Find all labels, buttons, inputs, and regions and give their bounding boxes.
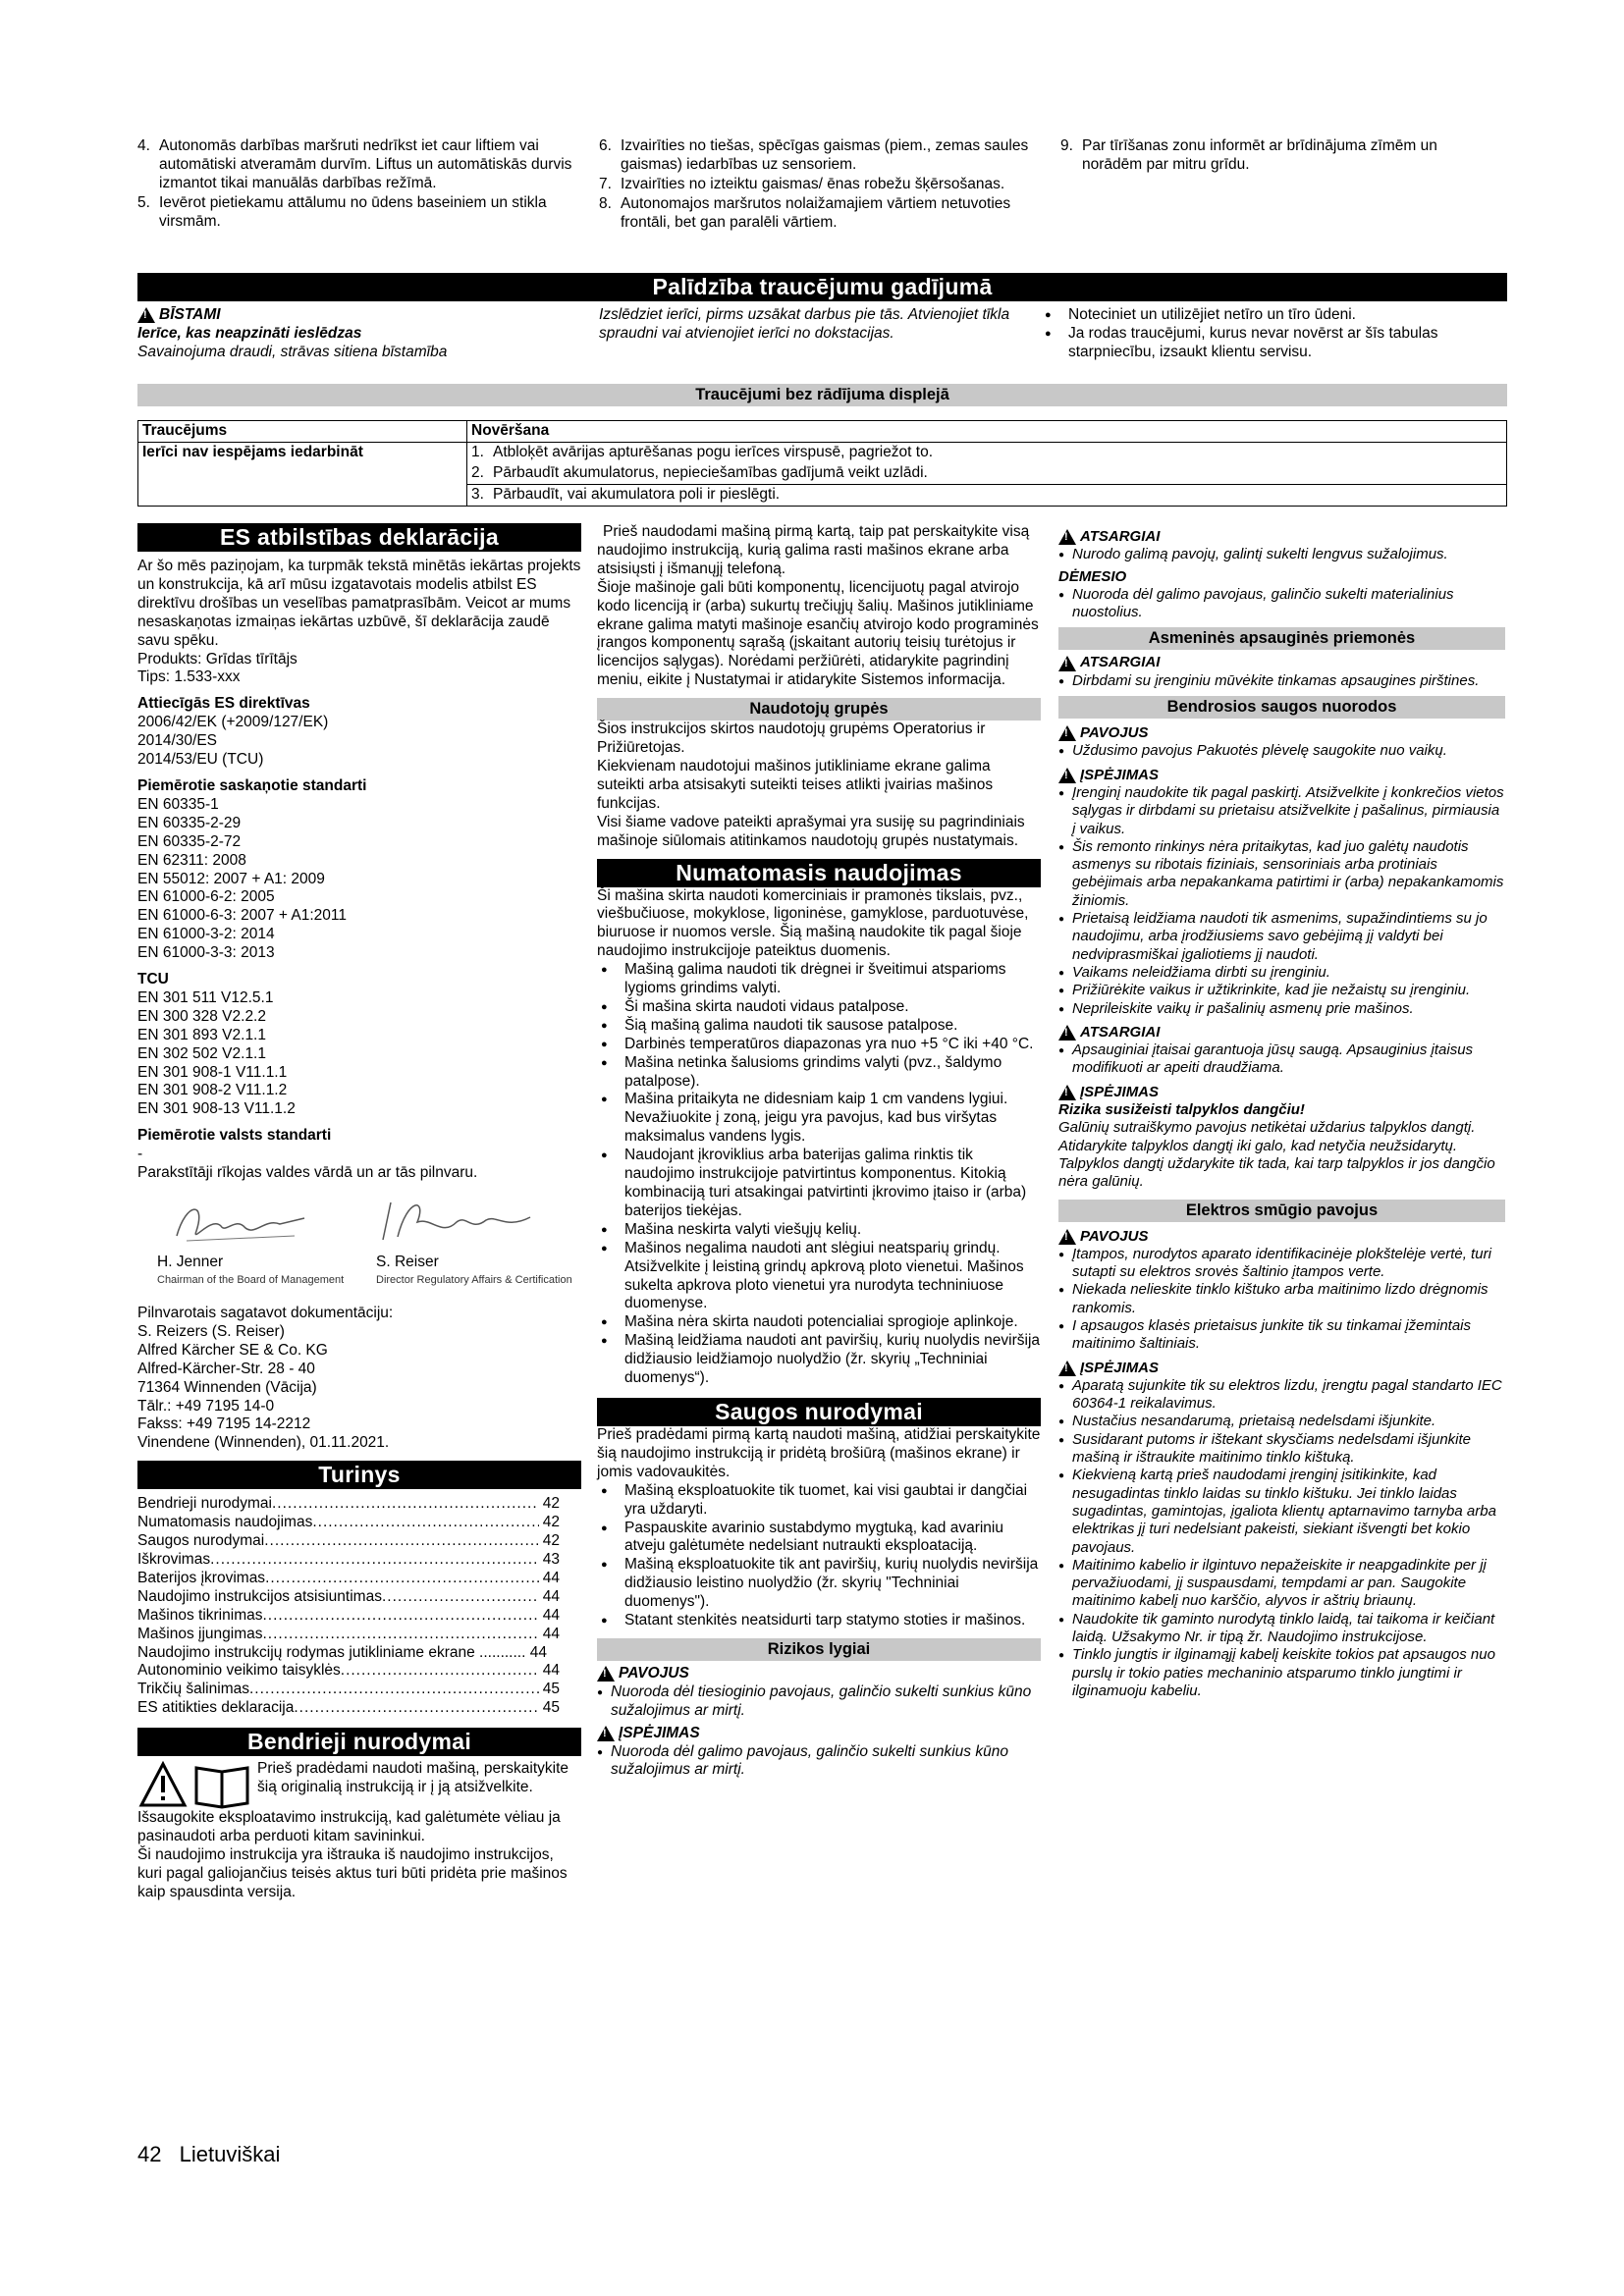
decl-type: Tips: 1.533-xxx (137, 668, 241, 686)
first-use-p: Prieš naudodami mašiną pirmą kartą, taip pat perskaitykite visą naudojimo instrukciją, kurią galima rasti mašinos ekrane arba atsisiųsti į išmanųjį telefoną. (597, 523, 1030, 577)
list-item: ● Tinklo jungtis ir ilginamąjį kabelį keiskite tokios pat apsaugos nuo purslų ir tokio paties mechaninio atsparumo tinklo jungtimi ir ilginamuoju kabeliu. (1058, 1646, 1505, 1700)
toc-row[interactable]: Baterijos įkrovimas ..... 44 (137, 1570, 560, 1588)
list-item: ● Įtampos, nurodytos aparato identifikacinėje plokštelėje vertė, turi sutapti su elektros srovės šaltinio įtampos verte. (1058, 1246, 1505, 1282)
risk-graybar: Rizikos lygiai (597, 1638, 1041, 1661)
g-isp2-p1: Galūnių sutraiškymo pavojus netikėtai uždarius talpyklos dangtį. (1058, 1119, 1476, 1137)
standard: EN 60335-2-72 (137, 832, 242, 850)
list-item: ● Maitinimo kabelio ir ilgintuvo nepažeiskite ir neapgadinkite per jį pervažiuodami, jį suspausdami, tempdami ar pan. Saugokite maitinimo kabelį nuo karščio, alyvos ir aštrių briaunų. (1058, 1557, 1505, 1611)
ppe-ats-heading: ! ATSARGIAI (1058, 654, 1505, 671)
general-p1: Išsaugokite eksploatavimo instrukciją, kad galėtumėte vėliau ja pasinaudoti arba perduoti kitam savininkui. (137, 1809, 561, 1845)
intended-banner: Numatomasis naudojimas (597, 859, 1041, 887)
sig1-name: H. Jenner (157, 1254, 224, 1270)
list-item: ● Ja rodas traucējumi, kurus nevar novērst ar šīs tabulas starpniecību, izsaukt klientu servisu. (1041, 325, 1502, 362)
danger-block (137, 306, 589, 362)
decl-nat-head: Piemērotie valsts standarti (137, 1127, 332, 1145)
list-item: ● Darbinės temperatūros diapazonas yra nuo +5 °C iki +40 °C. (597, 1036, 1041, 1054)
list-item: ● Paspauskite avarinio sustabdymo mygtuką, kad avariniu atveju galėtumėte nedelsiant nutraukti eksploataciją. (597, 1520, 1041, 1557)
warning-triangle-icon (597, 1666, 615, 1682)
users-p1: Šios instrukcijos skirtos naudotojų grupėms Operatorius ir Prižiūretojas. (597, 721, 986, 757)
standard: EN 61000-3-2: 2014 (137, 926, 275, 943)
decl-nat-dash: - (137, 1146, 143, 1163)
auth-line: Vinendene (Winnenden), 01.11.2021. (137, 1434, 390, 1452)
list-item: ● Vaikams neleidžiama dirbti su įrenginiu. (1058, 964, 1505, 982)
auth-line: S. Reizers (S. Reiser) (137, 1322, 285, 1340)
warning-triangle-icon (137, 307, 155, 323)
warning-triangle-icon (1058, 1229, 1076, 1245)
toc-row[interactable]: ES atitikties deklaracija ..... 45 (137, 1699, 560, 1718)
warning-triangle-icon (1058, 1361, 1076, 1376)
list-item: 7. Izvairīties no izteiktu gaismas/ ēnas robežu šķērsošanas. (599, 175, 1005, 192)
page-footer (137, 2142, 280, 2168)
list-item: ● Nuoroda dėl galimo pavojaus, galinčio sukelti materialinius nuostolius. (1058, 586, 1505, 622)
g-isp2-p2: Atidarykite talpyklos dangtį iki galo, kad netyčia neužsidarytų. (1058, 1137, 1458, 1154)
standard: EN 55012: 2007 + A1: 2009 (137, 870, 325, 887)
el-graybar: Elektros smūgio pavojus (1058, 1200, 1505, 1222)
column-3 (1058, 528, 1505, 1700)
list-item: ● Nuoroda dėl tiesioginio pavojaus, galinčio sukelti sunkius kūno sužalojimus ar mirtį. (597, 1683, 1041, 1721)
auth-line: Alfred Kärcher SE & Co. KG (137, 1341, 328, 1359)
toc-row[interactable]: Saugos nurodymai ..... 42 (137, 1532, 560, 1551)
table-row (138, 442, 1507, 506)
tcu-standard: EN 301 511 V12.5.1 (137, 988, 274, 1006)
license-p: Šioje mašinoje gali būti komponentų, licencijuotų pagal atvirojo kodo licenciją ir (arba) sukurtų trečiųjų šalių. Mašinos jutikliniame ekrane galima matyti mašinoje esančių atvirojo kodo programinės įrangos komponentų sąrašą (įskaitant autorių teisių turėtojus ir licencijos sąlygas). Norėdami peržiūrėti, atidarykite pagrindinį meniu, eikite į Nustatymai ir atidarykite Sistemos informacija. (597, 578, 1039, 689)
list-item: 6. Izvairīties no tiešas, spēcīgas gaismas (piem., zemas saules gaismas) iedarbības uz sensoriem. (599, 137, 1029, 173)
list-item: ● Nustačius nesandarumą, prietaisą nedelsdami išjunkite. (1058, 1413, 1505, 1430)
warning-triangle-icon (1058, 725, 1076, 741)
intended-p: Ši mašina skirta naudoti komerciniais ir pramonės tikslais, pvz., viešbučiuose, mokyklose, ligoninėse, gamyklose, parduotuvėse, biuruose ir nuomos versle. Šią mašiną naudokite tik pagal šioje naudojimo instrukcijoje pateiktus duomenis. (597, 886, 1029, 960)
auth-line: Fakss: +49 7195 14-2212 (137, 1415, 311, 1433)
list-item: ● Šis remonto rinkinys nėra pritaikytas, kad juo galėtų naudotis asmenys su ribotais fiziniais, sensoriniais arba protiniais gebėjimais arba nepakankama patirtimi ir (arba) nepakankamomis žiniomis. (1058, 838, 1505, 910)
list-item: ● Ši mašina skirta naudoti vidaus patalpose. (597, 998, 1041, 1017)
list-item: ● Uždusimo pavojus Pakuotės plėvelę saugokite nuo vaikų. (1058, 742, 1505, 760)
auth-line: Alfred-Kärcher-Str. 28 - 40 (137, 1360, 315, 1377)
intended-list (597, 961, 1041, 1388)
standard: EN 61000-6-2: 2005 (137, 888, 275, 906)
list-item: ● Nuoroda dėl galimo pavojaus, galinčio sukelti sunkius kūno sužalojimus ar mirtį. (597, 1743, 1041, 1781)
list-item: ● I apsaugos klasės prietaisus junkite tik su tinkamai įžemintais maitinimo šaltiniais. (1058, 1317, 1505, 1354)
g-isp2-p3: Talpyklos dangtį uždarykite tik tada, kai tarp talpyklos ir jos dangčio nėra galūnių. (1058, 1154, 1495, 1191)
list-item: 4. Autonomās darbības maršruti nedrīkst iet caur liftiem vai automātiski atveramām durvīm. Liftus un automātiskās durvis izmantot tikai manuālās darbības režīmā. (137, 137, 572, 191)
warning-triangle-icon (1058, 656, 1076, 671)
directive: 2014/53/EU (TCU) (137, 751, 264, 769)
help-bullets (1041, 306, 1502, 362)
tcu-standard: EN 300 328 V2.2.2 (137, 1007, 266, 1025)
sig2-role: Director Regulatory Affairs & Certification (376, 1274, 572, 1286)
list-item: ● Susidarant putoms ir ištekant skysčiams nedelsdami išjunkite mašiną ir ištraukite maitinimo tinklo kištuką. (1058, 1431, 1505, 1468)
list-item: ● Mašiną eksploatuokite tik tuomet, kai visi gaubtai ir dangčiai yra uždaryti. (597, 1482, 1041, 1520)
standard: EN 61000-3-3: 2013 (137, 944, 275, 962)
help-banner: Palīdzība traucējumu gadījumā (137, 273, 1507, 301)
general-p2: Ši naudojimo instrukcija yra ištrauka iš naudojimo instrukcijos, kuri pagal galiojančius teisės aktus turi būti pridėta prie mašinos kaip spausdinta versija. (137, 1845, 568, 1900)
auth-line: Tālr.: +49 7195 14-0 (137, 1397, 275, 1415)
list-item: ● Niekada nelieskite tinklo kištuko arba maitinimo lizdo drėgnomis rankomis. (1058, 1281, 1505, 1317)
isp-heading: ! ĮSPĖJIMAS (597, 1725, 1041, 1743)
list-item: 5. Ievērot pietiekamu attālumu no ūdens baseiniem un stikla virsmām. (137, 193, 547, 230)
directive: 2014/30/ES (137, 732, 218, 750)
list-item: ● Kiekvieną kartą prieš naudodami įrenginį įsitikinkite, kad nesugadintas tinklo laidas su tinklo kištuku. Jei tinklo laidas sugadintas, gamintojas, įgaliota klientų aptarnavimo tarnyba arba elektrikas jį turi nedelsiant pakeisti, siekiant išvengti bet kokio pavojaus. (1058, 1467, 1505, 1556)
list-item: ● Mašina pritaikyta ne didesniam kaip 1 cm vandens lygiui. Nevažiuokite į zoną, jeigu yra pavojus, kad bus viršytas maksimalus vandens lygis. (597, 1091, 1041, 1147)
general-banner: Bendrieji nurodymai (137, 1728, 581, 1756)
list-item: ● Mašina nėra skirta naudoti potencialiai sprogioje aplinkoje. (597, 1313, 1041, 1332)
toc-row[interactable]: Trikčių šalinimas ..... 45 (137, 1681, 560, 1699)
tcu-standard: EN 301 908-2 V11.1.2 (137, 1082, 288, 1099)
list-item: ● Mašiną galima naudoti tik drėgnei ir šveitimui atsparioms lygioms grindims valyti. (597, 961, 1041, 998)
list-item: ● Šią mašiną galima naudoti tik sausose patalpose. (597, 1017, 1041, 1036)
users-p2: Kiekvienam naudotojui mašinos jutikliniame ekrane galima suteikti arba atsisakyti suteikti teises atlikti įvairias mašinos funkcijas. (597, 757, 994, 812)
faults-table (137, 420, 1507, 507)
g-isp-heading: ! ĮSPĖJIMAS (1058, 767, 1505, 784)
safety-list (597, 1482, 1041, 1630)
list-item: ● Dirbdami su įrenginiu mūvėkite tinkamas apsaugines pirštines. (1058, 672, 1505, 690)
list-item: ● Įrenginį naudokite tik pagal paskirtį. Atsižvelkite į konkrečios vietos sąlygas ir dirbdami su prietaisu atsižvelkite į pašalinus, pirmiausia į vaikus. (1058, 784, 1505, 838)
list-item: 9. Par tīrīšanas zonu informēt ar brīdinājuma zīmēm un norādēm par mitru grīdu. (1060, 137, 1437, 173)
list-item: ● Mašiną leidžiama naudoti ant paviršių, kurių nuolydis neviršija didžiausio leidžiamojo nuolydžio (žr. skyrių „Techniniai duomenys“). (597, 1332, 1041, 1388)
ats-heading: ! ATSARGIAI (1058, 528, 1505, 546)
danger-line1: Ierīce, kas neapzināti ieslēdzas (137, 324, 362, 342)
read-manual-icon (137, 1760, 253, 1809)
list-item: 8. Autonomajos maršrutos nolaižamajiem vārtiem netuvoties frontāli, bet gan paralēli vārtiem. (599, 194, 1011, 231)
toc-list (137, 1495, 560, 1718)
column-2 (597, 523, 1041, 1780)
decl-signers-line: Parakstītāji rīkojas valdes vārdā un ar tās pilnvaru. (137, 1164, 478, 1182)
tcu-standard: EN 301 908-1 V11.1.1 (137, 1063, 288, 1081)
el-isp-heading: ! ĮSPĖJIMAS (1058, 1360, 1505, 1377)
toc-row[interactable]: Bendrieji nurodymai ..... 42 (137, 1495, 560, 1514)
g-pav-heading: ! PAVOJUS (1058, 724, 1505, 742)
g-ats-heading: ! ATSARGIAI (1058, 1024, 1505, 1041)
list-item: ● Naudojant įkroviklius arba baterijas galima rinktis tik naudojimo instrukcijoje patvirtintus komponentus. Kitokią kombinaciją turi atsakingai patvirtinti įkrovimo įtaiso ir (arba) baterijos tiekėjas. (597, 1147, 1041, 1221)
help-mid-text: Izslēdziet ierīci, pirms uzsākat darbus pie tās. Atvienojiet tīkla spraudni vai atvienojiet ierīci no dokstacijas. (599, 306, 1010, 342)
users-graybar: Naudotojų grupės (597, 698, 1041, 721)
page-language: Lietuviškai (179, 2142, 281, 2166)
auth-line: 71364 Winnenden (Vācija) (137, 1378, 317, 1396)
list-item: ● Naudokite tik gaminto nurodytą tinklo laidą, tai taikoma ir keičiant laidą. Užsakymo Nr. ir tipą žr. Naudojimo instrukcijose. (1058, 1611, 1505, 1647)
list-item: ● Prižiūrėkite vaikus ir užtikrinkite, kad jie nežaistų su įrenginiu. (1058, 982, 1505, 999)
top-list-col3 (1060, 137, 1492, 176)
danger-line2: Savainojuma draudi, strāvas sitiena bīstamība (137, 343, 448, 360)
standard: EN 61000-6-3: 2007 + A1:2011 (137, 907, 348, 925)
signatures (137, 1189, 581, 1305)
list-item: ● Statant stenkitės neatsidurti tarp statymo stoties ir mašinos. (597, 1612, 1041, 1630)
warning-triangle-icon (1058, 1085, 1076, 1100)
g-isp2-heading: ! ĮSPĖJIMAS (1058, 1084, 1505, 1101)
list-item: ● Mašinos negalima naudoti ant slėgiui neatsparių grindų. Atsižvelkite į leistiną grindų apkrovą ploto vienetui. Mašinos sukelta apkrova ploto vienetui yra nurodyta techniniuose duomenyse. (597, 1240, 1041, 1314)
list-item: ● Aparatą sujunkite tik su elektros lizdu, įrengtu pagal standarto IEC 60364-1 reikalavimus. (1058, 1377, 1505, 1414)
list-item: ● Prietaisą leidžiama naudoti tik asmenims, supažindintiems su jo naudojimu, arba įrodžiusiems savo gebėjimą jį valdyti bei nedviprasmiškai įgaliotiems jį naudoti. (1058, 910, 1505, 964)
standard: EN 62311: 2008 (137, 851, 246, 869)
decl-intro: Ar šo mēs paziņojam, ka turpmāk tekstā minētās iekārtas projekts un konstrukcija, kā arī mūsu izgatavotais modelis atbilst ES direktīvu drošības un veselības pamatprasībām. Veicot ar mums nesaskaņotas izmaiņas iekārtas uzbūvē, šī deklarācija zaudē savu spēku. (137, 558, 581, 649)
list-item: ● Apsauginiai įtaisai garantuoja jūsų saugą. Apsauginius įtaisus modifikuoti ar apeiti draudžiama. (1058, 1041, 1505, 1078)
list-item: ● Mašiną eksploatuokite tik ant paviršių, kurių nuolydis neviršija didžiausio leistino nuolydžio (žr. skyrių "Techniniai duomenys"). (597, 1556, 1041, 1612)
tcu-standard: EN 301 908-13 V11.1.2 (137, 1100, 296, 1118)
warning-triangle-icon (1058, 1025, 1076, 1041)
list-item: ● Mašina neskirta valyti viešųjų kelių. (597, 1221, 1041, 1240)
warning-triangle-icon (1058, 768, 1076, 783)
sig1-role: Chairman of the Board of Management (157, 1274, 345, 1286)
top-list-col1 (137, 137, 579, 233)
faults-graybar: Traucējumi bez rādījuma displejā (137, 384, 1507, 406)
tcu-standard: EN 301 893 V2.1.1 (137, 1026, 266, 1043)
standard: EN 60335-2-29 (137, 814, 242, 831)
warning-triangle-icon (597, 1726, 615, 1741)
decl-tcu-head: TCU (137, 971, 169, 988)
decl-product: Produkts: Grīdas tīrītājs (137, 650, 298, 667)
toc-row[interactable]: Naudojimo instrukcijos atsisiuntimas ..... 44 (137, 1588, 560, 1607)
warning-triangle-icon (1058, 529, 1076, 545)
danger-heading: ! BĪSTAMI (137, 306, 589, 325)
list-item: ● Nurodo galimą pavojų, galintį sukelti lengvus sužalojimus. (1058, 546, 1505, 563)
fix-item: 3. Pārbaudīt, vai akumulatora poli ir pieslēgti. (467, 484, 1506, 506)
list-item: ● Mašina netinka šalusioms grindims valyti (pvz., šaldymo patalpose). (597, 1054, 1041, 1092)
column-1 (137, 523, 581, 1902)
dem-heading: DĖMESIO (1058, 567, 1127, 585)
signature-reiser-icon (373, 1193, 540, 1247)
toc-row[interactable]: Iškrovimas ..... 43 (137, 1551, 560, 1570)
fault-cell: Ierīci nav iespējams iedarbināt (138, 442, 467, 506)
toc-row[interactable]: Mašinos įjungimas ..... 44 (137, 1626, 560, 1644)
gen-graybar: Bendrosios saugos nuorodos (1058, 696, 1505, 719)
pav-heading: ! PAVOJUS (597, 1665, 1041, 1683)
toc-row[interactable]: Naudojimo instrukcijų rodymas jutikliniame ekrane ........... 44 (137, 1643, 547, 1661)
auth-line: Pilnvarotais sagatavot dokumentāciju: (137, 1305, 394, 1321)
ppe-graybar: Asmeninės apsauginės priemonės (1058, 627, 1505, 650)
standard: EN 60335-1 (137, 795, 219, 813)
decl-std-head: Piemērotie saskaņotie standarti (137, 776, 367, 794)
fix-item: 1. Atbloķēt avārijas apturēšanas pogu ierīces virspusē, pagriežot to. (471, 443, 934, 460)
fix-item: 2. Pārbaudīt akumulatorus, nepieciešamības gadījumā veikt uzlādi. (471, 463, 928, 481)
tcu-standard: EN 302 502 V2.1.1 (137, 1044, 266, 1062)
safety-p: Prieš pradėdami pirmą kartą naudoti mašiną, atidžiai perskaitykite šią naudojimo instrukciją ir pridėtą brošiūrą (mašinos ekrane) ir jomis vadovaukitės. (597, 1425, 1041, 1480)
decl-banner: ES atbilstības deklarācija (137, 523, 581, 552)
table-header-fix: Novēršana (467, 421, 1507, 443)
toc-row[interactable]: Autonominio veikimo taisyklės ..... 44 (137, 1662, 560, 1681)
decl-dir-head: Attiecīgās ES direktīvas (137, 695, 310, 713)
toc-banner: Turinys (137, 1461, 581, 1489)
directive: 2006/42/EK (+2009/127/EK) (137, 714, 329, 731)
g-isp2-sub: Rizika susižeisti talpyklos dangčiu! (1058, 1101, 1305, 1119)
general-iconline: Prieš pradėdami naudoti mašiną, perskaitykite šią originalią instrukciją ir į ją atsižvelkite. (137, 1760, 581, 1809)
users-p3: Visi šiame vadove pateikti aprašymai yra susiję su pagrindiniais mašinoje siūlomais atitinkamos naudotojų grupės nustatymais. (597, 813, 1025, 849)
signature-jenner-icon (167, 1197, 314, 1251)
toc-row[interactable]: Mašinos tikrinimas ..... 44 (137, 1607, 560, 1626)
list-item: ● Noteciniet un utilizējiet netīro un tīro ūdeni. (1041, 306, 1502, 325)
safety-banner: Saugos nurodymai (597, 1398, 1041, 1426)
table-header-fault: Traucējums (138, 421, 467, 443)
el-pav-heading: ! PAVOJUS (1058, 1228, 1505, 1246)
top-list-col2 (599, 137, 1041, 234)
list-item: ● Neprileiskite vaikų ir pašalinių asmenų prie mašinos. (1058, 1000, 1505, 1018)
page-number: 42 (137, 2142, 162, 2166)
sig2-name: S. Reiser (376, 1254, 439, 1270)
toc-row[interactable]: Numatomasis naudojimas ..... 42 (137, 1514, 560, 1532)
